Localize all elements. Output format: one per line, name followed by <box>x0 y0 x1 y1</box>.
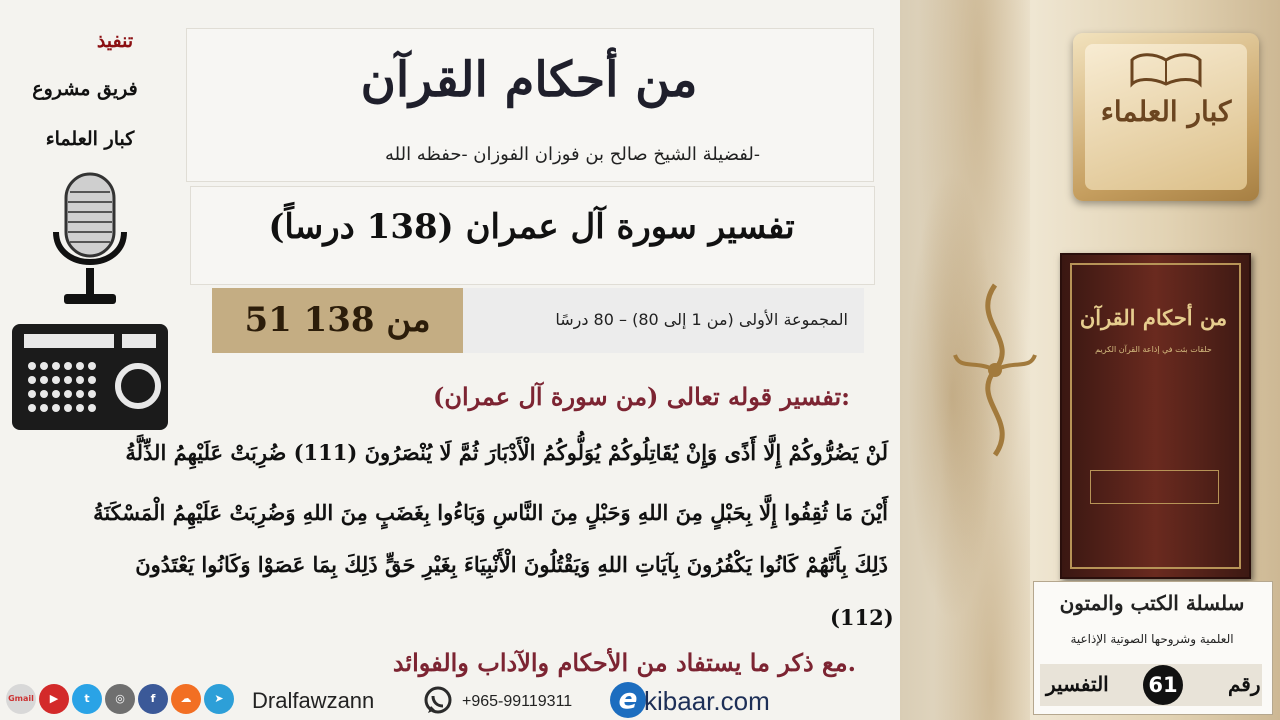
verse-line: أَيْنَ مَا ثُقِفُوا إِلَّا بِحَبْلٍ مِنَ اللهِ وَحَبْلٍ مِنَ النَّاسِ وَبَاءُوا بِغَضَبٍ مِنَ اللهِ وَضُرِبَتْ عَلَيْهِمُ الْمَسْكَنَةُ <box>93 500 888 525</box>
social-handle[interactable]: Dralfawzann <box>252 688 375 713</box>
benefits-note: مع ذكر ما يستفاد من الأحكام والآداب والفوائد. <box>392 648 856 677</box>
radio-icon <box>10 322 170 432</box>
logo-text: كبار العلماء <box>1100 95 1232 128</box>
book-title: من أحكام القرآن <box>1079 305 1228 330</box>
social-icons <box>6 684 246 716</box>
facebook-icon[interactable]: f <box>138 684 168 714</box>
series-category: التفسير <box>1046 672 1109 696</box>
verse-line: ذَلِكَ بِأَنَّهُمْ كَانُوا يَكْفُرُونَ بِآيَاتِ اللهِ وَيَقْتُلُونَ الْأَنْبِيَاءَ بِغَيْرِ حَقٍّ ذَلِكَ بِمَا عَصَوْا وَكَانُوا يَعْتَدُونَ <box>135 552 888 577</box>
verse-number: (112) <box>830 605 894 630</box>
twitter-icon[interactable]: t <box>72 684 102 714</box>
series-number-badge: 61 <box>1143 665 1183 705</box>
series-subtitle: العلمية وشروحها الصوتية الإذاعية <box>1070 632 1234 646</box>
phone-number[interactable]: +965-99119311 <box>462 693 573 710</box>
quran-book-icon <box>1128 50 1204 90</box>
verse-line: لَنْ يَضُرُّوكُمْ إِلَّا أَذًى وَإِنْ يُقَاتِلُوكُمْ يُوَلُّوكُمُ الْأَدْبَارَ ثُمَّ لَا يُنْصَرُونَ (111) ضُرِبَتْ عَلَيْهِمُ الذِّلَّةُ <box>125 440 888 465</box>
gmail-icon[interactable]: Gmail <box>6 684 36 714</box>
book-subtitle: حلقات بثت في إذاعة القرآن الكريم <box>1095 345 1212 354</box>
website-link[interactable]: kibaar.com <box>644 686 770 716</box>
group-label: المجموعة الأولى (من 1 إلى 80) – 80 درسًا <box>555 310 848 329</box>
credit-team: فريق مشروع <box>32 78 138 100</box>
credit-project: كبار العلماء <box>45 128 135 150</box>
credit-label: تنفيذ <box>96 30 134 52</box>
site-logo-icon: e <box>610 682 646 718</box>
flourish-ornament <box>950 280 1040 460</box>
microphone-icon <box>48 172 132 312</box>
surah-title: تفسير سورة آل عمران (138 درساً) <box>268 207 795 247</box>
lesson-counter: 51 من 138 <box>244 300 431 340</box>
section-heading: تفسير قوله تعالى (من سورة آل عمران): <box>433 382 850 411</box>
instagram-icon[interactable]: ◎ <box>105 684 135 714</box>
youtube-icon[interactable]: ▶ <box>39 684 69 714</box>
book-author-plate <box>1090 470 1219 504</box>
telegram-icon[interactable]: ➤ <box>204 684 234 714</box>
page-title: من أحكام القرآن <box>360 52 698 108</box>
speaker-subtitle: لفضيلة الشيخ صالح بن فوزان الفوزان -حفظه الله- <box>384 144 760 165</box>
soundcloud-icon[interactable]: ☁ <box>171 684 201 714</box>
series-number-label: رقم <box>1228 672 1261 696</box>
series-title: سلسلة الكتب والمتون <box>1059 591 1245 615</box>
whatsapp-icon[interactable] <box>422 685 454 717</box>
